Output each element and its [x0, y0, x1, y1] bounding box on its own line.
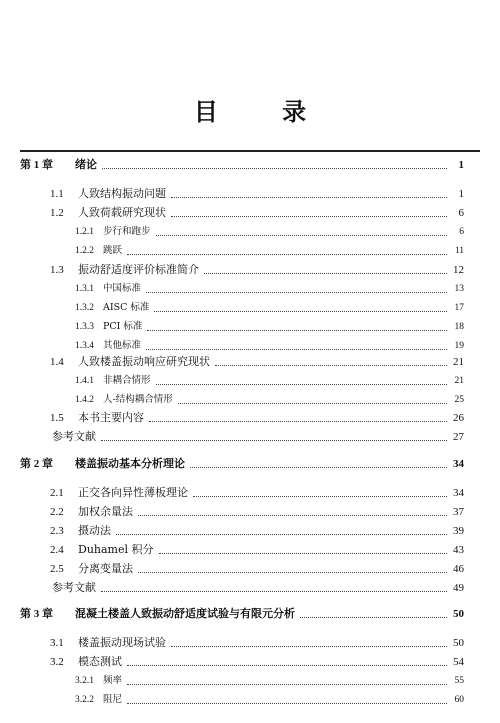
toc-entry-row [75, 393, 464, 407]
toc-page-number: 46 [453, 563, 464, 575]
toc-title: 跳跃 [103, 245, 123, 256]
toc-number: 3.1 [50, 637, 64, 649]
dot-leader [146, 292, 447, 293]
toc-entry-row [50, 505, 464, 519]
toc-page-number: 26 [453, 412, 464, 424]
dot-leader [138, 572, 447, 573]
toc-page-number: 21 [453, 356, 464, 368]
dot-leader [127, 703, 447, 704]
toc-page-number: 17 [454, 303, 464, 313]
toc-page-number: 18 [454, 322, 464, 332]
toc-entry-row [50, 263, 464, 277]
toc-page-number: 43 [453, 544, 464, 556]
toc-entry-row [50, 355, 464, 369]
dot-leader [138, 515, 447, 516]
dot-leader [127, 665, 447, 666]
toc-page-number: 6 [459, 227, 464, 237]
toc-reference-row [52, 581, 464, 595]
toc-page-number: 1 [458, 159, 464, 171]
dot-leader [116, 534, 447, 535]
toc-number: 1.2 [50, 207, 64, 219]
toc-page-number: 34 [453, 487, 464, 499]
toc-page-number: 12 [453, 264, 464, 276]
toc-entry-row [50, 187, 464, 201]
toc-entry-row [50, 655, 464, 669]
toc-number: 1.3.4 [75, 341, 94, 351]
toc-number: 2.2 [50, 506, 64, 518]
toc-page-number: 55 [454, 676, 464, 686]
toc-title: 楼盖振动现场试验 [78, 636, 166, 649]
toc-page-number: 27 [453, 431, 464, 443]
toc-number: 第 1 章 [20, 159, 53, 171]
toc-number: 1.4.2 [75, 395, 94, 405]
toc-title: 阻尼 [103, 694, 123, 705]
toc-number: 3.2.2 [75, 695, 94, 705]
toc-page-number: 39 [453, 525, 464, 537]
toc-title: 混凝土楼盖人致振动舒适度试验与有限元分析 [75, 607, 295, 620]
page-title: 目 录 [193, 98, 335, 126]
toc-entry-row [50, 543, 464, 557]
toc-entry-row [75, 244, 464, 258]
dot-leader [171, 646, 447, 647]
toc-title: 人-结构耦合情形 [103, 394, 173, 405]
toc-number: 2.5 [50, 563, 64, 575]
toc-number: 1.3 [50, 264, 64, 276]
toc-title: 参考文献 [52, 581, 96, 594]
dot-leader [101, 440, 447, 441]
toc-entry-row [75, 225, 464, 239]
toc-number: 1.3.2 [75, 303, 94, 313]
toc-page-number: 11 [454, 246, 464, 256]
toc-title: 非耦合情形 [103, 375, 151, 386]
toc-page-number: 21 [454, 376, 464, 386]
dot-leader [171, 197, 447, 198]
toc-title: 正交各向异性薄板理论 [78, 486, 188, 499]
toc-page-number: 1 [458, 188, 464, 200]
dot-leader [215, 365, 447, 366]
toc-number: 2.3 [50, 525, 64, 537]
toc-page-number: 50 [453, 637, 464, 649]
toc-page-number: 54 [453, 656, 464, 668]
dot-leader [178, 403, 447, 404]
toc-title: 人致结构振动问题 [78, 187, 166, 200]
toc-entry-row [75, 282, 464, 296]
toc-title: 频率 [103, 675, 123, 686]
toc-page-number: 34 [453, 458, 464, 470]
toc-page-number: 50 [453, 608, 464, 620]
dot-leader [156, 235, 447, 236]
dot-leader [149, 421, 447, 422]
toc-entry-row [50, 524, 464, 538]
toc-number: 1.4.1 [75, 376, 94, 386]
toc-entry-row [50, 636, 464, 650]
toc-page-number: 49 [453, 582, 464, 594]
toc-page-number: 60 [454, 695, 464, 705]
dot-leader [127, 684, 447, 685]
dot-leader [300, 617, 447, 618]
toc-entry-row [75, 301, 464, 315]
toc-title: 人致楼盖振动响应研究现状 [78, 355, 210, 368]
toc-title: 摄动法 [78, 524, 111, 537]
toc-title: 人致荷载研究现状 [78, 206, 166, 219]
dot-leader [127, 254, 447, 255]
dot-leader [190, 467, 447, 468]
toc-entry-row [50, 206, 464, 220]
toc-title: AISC 标准 [103, 302, 150, 313]
toc-number: 2.4 [50, 544, 64, 556]
toc-title: 楼盖振动基本分析理论 [75, 457, 185, 470]
toc-page-number: 19 [454, 341, 464, 351]
dot-leader [154, 311, 447, 312]
toc-number: 1.5 [50, 412, 64, 424]
toc-number: 1.2.1 [75, 227, 94, 237]
toc-title: 模态测试 [78, 655, 122, 668]
toc-entry-row [75, 693, 464, 707]
toc-number: 1.4 [50, 356, 64, 368]
dot-leader [156, 384, 447, 385]
toc-number: 2.1 [50, 487, 64, 499]
toc-page-number: 25 [454, 395, 464, 405]
toc-chapter-row [20, 158, 464, 172]
toc-number: 3.2.1 [75, 676, 94, 686]
dot-leader [159, 553, 447, 554]
toc-title: 绪论 [75, 158, 97, 171]
toc-entry-row [75, 320, 464, 334]
toc-reference-row [52, 430, 464, 444]
dot-leader [193, 496, 447, 497]
toc-entry-row [75, 374, 464, 388]
dot-leader [146, 349, 447, 350]
toc-chapter-row [20, 607, 464, 621]
toc-title: 步行和跑步 [103, 226, 151, 237]
toc-page-number: 37 [453, 506, 464, 518]
toc-chapter-row [20, 457, 464, 471]
toc-number: 1.3.1 [75, 284, 94, 294]
toc-title: PCI 标准 [103, 321, 143, 332]
toc-page-number: 13 [454, 284, 464, 294]
toc-entry-row [50, 486, 464, 500]
toc-title: 振动舒适度评价标准简介 [78, 263, 199, 276]
toc-entry-row [50, 411, 464, 425]
toc-number: 3.2 [50, 656, 64, 668]
dot-leader [102, 168, 447, 169]
toc-title: 中国标准 [103, 283, 142, 294]
toc-number: 1.1 [50, 188, 64, 200]
toc-title: 其他标准 [103, 340, 142, 351]
toc-page-number: 6 [458, 207, 464, 219]
toc-title: 本书主要内容 [78, 411, 144, 424]
toc-entry-row [75, 339, 464, 353]
toc-number: 第 2 章 [20, 458, 53, 470]
dot-leader [204, 273, 447, 274]
toc-number: 1.3.3 [75, 322, 94, 332]
toc-number: 第 3 章 [20, 608, 53, 620]
toc-title: 分离变量法 [78, 562, 133, 575]
toc-title: 参考文献 [52, 430, 96, 443]
dot-leader [171, 216, 447, 217]
toc-entry-row [75, 674, 464, 688]
toc-title: 加权余量法 [78, 505, 133, 518]
toc-number: 1.2.2 [75, 246, 94, 256]
toc-title: Duhamel 积分 [78, 543, 154, 556]
toc-entry-row [50, 562, 464, 576]
dot-leader [101, 591, 447, 592]
dot-leader [147, 330, 447, 331]
